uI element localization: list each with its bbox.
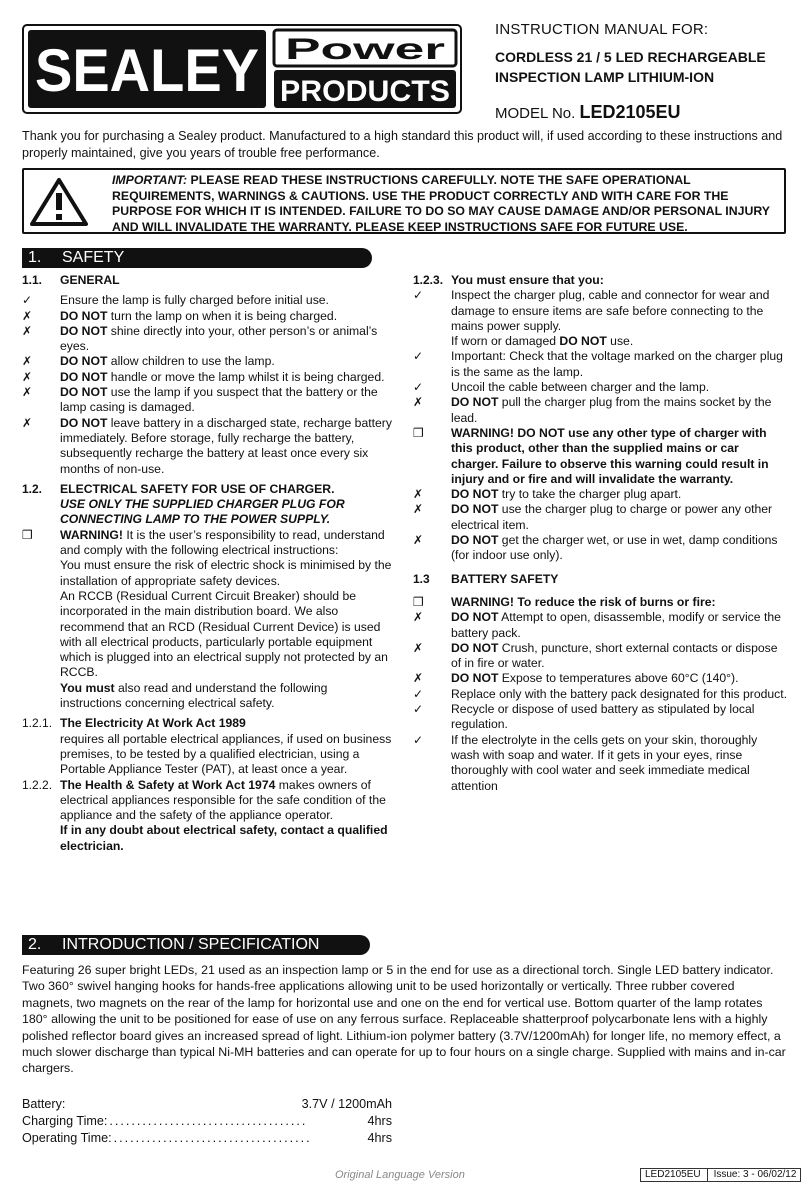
general-title: GENERAL xyxy=(60,273,120,287)
section-1-title: SAFETY xyxy=(62,249,125,266)
item-text: use the lamp if you suspect that the battery or the lamp casing is damaged. xyxy=(60,385,378,415)
check-icon: ✓ xyxy=(413,380,424,395)
list-item xyxy=(22,293,392,308)
cross-icon: ✗ xyxy=(22,385,33,400)
logo-power-text: Power xyxy=(285,33,446,66)
specification-table xyxy=(22,1096,392,1147)
item-bold: DO NOT xyxy=(451,610,499,625)
check-icon: ✓ xyxy=(413,732,424,747)
item-bold: DO NOT xyxy=(451,395,499,410)
item-text: shine directly into your, other person’s or animal’s eyes. xyxy=(60,323,378,354)
check-icon: ✓ xyxy=(22,293,33,308)
list-item xyxy=(413,380,789,395)
subsection-number: 1.2.1. xyxy=(22,716,53,731)
footer-issue: Issue: 3 - 06/02/12 xyxy=(713,1169,797,1180)
item-text: pull the charger plug from the mains socket by the lead. xyxy=(451,395,772,425)
item-text: Expose to temperatures above 60°C (140°). xyxy=(498,671,739,686)
spec-row-operating xyxy=(22,1130,392,1147)
item-text: Important: Check that the voltage marked on the charger plug is the same as the lamp. xyxy=(451,349,783,379)
sealey-power-products-logo xyxy=(22,24,462,114)
cross-icon: ✗ xyxy=(22,354,33,369)
item-text: Recycle or dispose of used battery as stipulated by local regulation. xyxy=(451,702,755,732)
list-item xyxy=(413,671,789,686)
list-item xyxy=(22,354,392,369)
battery-number: 1.3 xyxy=(413,571,430,586)
item-text: handle or move the lamp whilst it is being charged. xyxy=(107,369,385,384)
footer-model: LED2105EU xyxy=(645,1169,701,1180)
list-item xyxy=(413,288,789,349)
list-item xyxy=(413,687,789,702)
product-title-line1: CORDLESS 21 / 5 LED RECHARGEABLE xyxy=(495,49,766,66)
electrical-title: ELECTRICAL SAFETY FOR USE OF CHARGER. xyxy=(60,481,335,496)
item-text: Replace only with the battery pack designated for this product. xyxy=(451,686,788,701)
item-bold: DO NOT xyxy=(60,354,108,369)
cross-icon: ✗ xyxy=(22,323,33,338)
header-info xyxy=(495,22,795,122)
list-item xyxy=(22,416,392,477)
item-text: leave battery in a discharged state, recharge battery immediately. Before storage, fully recharge the battery, subsequently recharge the battery at least once every six months of non-use. xyxy=(60,415,392,476)
battery-title: BATTERY SAFETY xyxy=(451,571,559,586)
footer-issue-box xyxy=(640,1168,801,1182)
list-item xyxy=(22,370,392,385)
model-number: LED2105EU xyxy=(579,102,681,123)
list-item xyxy=(413,702,789,733)
introduction-paragraph: Featuring 26 super bright LEDs, 21 used as an inspection lamp or 5 in the end for use as a directional torch. Single LED battery indicator. Two 360° swivel hanging hooks for hands-free applications allowing unit to be used horizontally or vertically. Three rubber covered magnets, two magnets on the rear of the lamp for horizontal use and one on the end for vertical use. Bottom quarter of the lamp rotates 180° allowing the unit to be positioned for ease of use on any ferrous surface. Replaceable shatterproof polycarbonate lens with a highly polished reflector board gives an increased spread of light. Lithium-ion polymer battery (3.7V/1200mAh) for longer life, no memory effect, a much slower discharge than typical Ni-MH batteries and can operate for up to four hours on a single charge. Supplied with mains and in-car chargers. xyxy=(22,963,786,1076)
intro-paragraph: Thank you for purchasing a Sealey product. Manufactured to a high standard this product will, if used according to these instructions and properly maintained, give you years of trouble free performance. xyxy=(22,129,783,160)
spec-dots: .................................... xyxy=(113,1131,312,1145)
battery-heading xyxy=(413,572,789,587)
item-bold: DO NOT xyxy=(60,323,108,338)
list-item xyxy=(22,385,392,416)
cross-icon: ✗ xyxy=(22,308,33,323)
check-icon: ✓ xyxy=(413,288,424,303)
item-bold: DO NOT xyxy=(451,487,499,502)
manual-for-label: INSTRUCTION MANUAL FOR: xyxy=(495,21,709,38)
list-item xyxy=(413,610,789,641)
item-bold: DO NOT xyxy=(60,369,108,384)
list-item xyxy=(22,528,392,559)
item-text: Attempt to open, disassemble, modify or service the battery pack. xyxy=(451,610,781,640)
spec-value: 4hrs xyxy=(367,1131,392,1145)
spec-row-battery xyxy=(22,1096,392,1113)
warning-bold: WARNING! xyxy=(60,527,123,542)
cross-icon: ✗ xyxy=(413,640,424,655)
list-item xyxy=(413,395,789,426)
spec-value: 4hrs xyxy=(367,1114,392,1128)
checkbox-icon: ❒ xyxy=(413,425,424,440)
cross-icon: ✗ xyxy=(413,610,424,625)
item-bold: DO NOT xyxy=(451,502,499,517)
item-text: Ensure the lamp is fully charged before initial use. xyxy=(60,293,329,308)
warning-triangle-icon xyxy=(30,177,88,227)
item-bold: You must xyxy=(60,680,115,695)
item-text: turn the lamp on when it is being charged. xyxy=(107,308,338,323)
list-item xyxy=(413,533,789,564)
check-icon: ✓ xyxy=(413,349,424,364)
cross-icon: ✗ xyxy=(413,533,424,548)
list-item xyxy=(413,426,789,487)
check-icon: ✓ xyxy=(413,702,424,717)
item-bold: DO NOT xyxy=(60,415,108,430)
general-heading xyxy=(22,273,392,288)
electrical-para-1: You must ensure the risk of electric shock is minimised by the installation of appropriate safety devices. xyxy=(60,558,392,588)
cross-icon: ✗ xyxy=(413,502,424,517)
item-text: also read and understand the following instructions concerning electrical safety. xyxy=(60,680,328,711)
section-2-number: 2. xyxy=(28,936,42,953)
item-bold: WARNING! To reduce the risk of burns or fire: xyxy=(451,594,716,609)
list-item xyxy=(413,487,789,502)
model-label: MODEL No. xyxy=(495,105,576,123)
cross-icon: ✗ xyxy=(413,395,424,410)
list-item xyxy=(22,324,392,355)
cross-icon: ✗ xyxy=(413,671,424,686)
section-2-title: INTRODUCTION / SPECIFICATION xyxy=(62,936,320,953)
spec-row-charging xyxy=(22,1113,392,1130)
item-text: If the electrolyte in the cells gets on your skin, thoroughly wash with soap and water. If it gets in your eyes, rinse thoroughly with cool water and seek immediate medical attention xyxy=(451,732,758,793)
logo-sealey-text: SEALEY xyxy=(35,37,259,104)
list-item xyxy=(22,309,392,324)
spec-label: Operating Time: xyxy=(22,1131,112,1145)
electrical-heading xyxy=(22,482,392,497)
spec-label: Charging Time: xyxy=(22,1114,108,1128)
ensure-title: You must ensure that you: xyxy=(451,273,604,287)
subsection-1-2-2 xyxy=(22,778,392,854)
electrical-para-2: An RCCB (Residual Current Circuit Breaker) should be incorporated in the main distribution board. We also recommend that an RCD (Residual Current Device) is used with all electrical products, particularly portable equipment which is plugged into an electrical supply not protected by an RCCB. xyxy=(60,588,388,680)
item-text: Inspect the charger plug, cable and connector for wear and damage to ensure items are safe before connecting to the mains power supply. xyxy=(451,288,770,333)
item-bold: DO NOT xyxy=(559,334,607,349)
item-bold: WARNING! DO NOT use any other type of charger with this product, other than the supplied mains or car charger. Failure to observe this warning could result in injury and or fire and will invalidate the warranty. xyxy=(451,425,769,486)
general-number: 1.1. xyxy=(22,273,43,287)
cross-icon: ✗ xyxy=(22,369,33,384)
checkbox-icon: ❒ xyxy=(22,527,33,542)
original-language-note: Original Language Version xyxy=(335,1169,465,1181)
check-icon: ✓ xyxy=(413,686,424,701)
section-1-number: 1. xyxy=(28,249,42,266)
subsection-number: 1.2.2. xyxy=(22,777,53,792)
important-label: IMPORTANT: xyxy=(112,173,188,187)
ensure-heading xyxy=(413,273,789,288)
electrical-number: 1.2. xyxy=(22,481,43,496)
item-bold: DO NOT xyxy=(451,640,499,655)
model-line xyxy=(495,102,795,123)
item-bold: DO NOT xyxy=(60,308,108,323)
item-text: If worn or damaged xyxy=(451,334,560,349)
left-column xyxy=(22,273,392,854)
item-text: It is the user’s responsibility to read, understand and comply with the following electrical instructions: xyxy=(60,527,385,558)
item-bold: DO NOT xyxy=(451,671,499,686)
important-body: PLEASE READ THESE INSTRUCTIONS CAREFULLY. NOTE THE SAFE OPERATIONAL REQUIREMENTS, WARNINGS & CAUTIONS. USE THE PRODUCT CORRECTLY AND WITH CARE FOR THE PURPOSE FOR WHICH IT IS INTENDED. FAILURE TO DO SO MAY CAUSE DAMAGE AND/OR PERSONAL INJURY AND WILL INVALIDATE THE WARRANTY. PLEASE KEEP INSTRUCTIONS SAFE FOR FUTURE USE. xyxy=(112,173,770,234)
electrical-para-3 xyxy=(22,681,392,712)
item-text: allow children to use the lamp. xyxy=(107,354,275,369)
important-text xyxy=(112,173,780,235)
checkbox-icon: ❒ xyxy=(413,594,424,609)
item-text: use the charger plug to charge or power any other electrical item. xyxy=(451,502,773,532)
important-notice-box xyxy=(22,168,786,234)
list-item xyxy=(413,595,789,610)
list-item xyxy=(413,349,789,380)
spec-label: Battery: xyxy=(22,1097,66,1111)
item-text: try to take the charger plug apart. xyxy=(498,487,682,502)
list-item xyxy=(413,733,789,794)
section-2-header xyxy=(22,935,370,955)
item-text: Uncoil the cable between charger and the lamp. xyxy=(451,380,710,395)
item-text: get the charger wet, or use in wet, damp conditions (for indoor use only). xyxy=(451,533,778,563)
item-bold: DO NOT xyxy=(451,533,499,548)
logo-products-text: PRODUCTS xyxy=(280,75,450,108)
cross-icon: ✗ xyxy=(22,415,33,430)
spec-dots: .................................... xyxy=(109,1114,308,1128)
subsection-title: The Health & Safety at Work Act 1974 xyxy=(60,777,276,792)
ensure-number: 1.2.3. xyxy=(413,273,444,287)
item-bold: DO NOT xyxy=(60,385,108,400)
list-item xyxy=(413,502,789,533)
spec-value: 3.7V / 1200mAh xyxy=(301,1097,392,1111)
subsection-1-2-1 xyxy=(22,716,392,777)
electrical-subheading: USE ONLY THE SUPPLIED CHARGER PLUG FOR CONNECTING LAMP TO THE POWER SUPPLY. xyxy=(60,497,345,527)
subsection-text: requires all portable electrical appliances, if used on business premises, to be tested by a qualified electrician, using a Portable Appliance Tester (PAT), at least once a year. xyxy=(60,731,392,777)
list-item xyxy=(413,641,789,672)
product-title-line2: INSPECTION LAMP LITHIUM-ION xyxy=(495,69,715,86)
section-1-header xyxy=(22,248,372,268)
subsection-bold-note: If in any doubt about electrical safety, contact a qualified electrician. xyxy=(60,823,388,853)
cross-icon: ✗ xyxy=(413,487,424,502)
subsection-text: makes owners of electrical appliances responsible for the safe condition of the appliance and the safety of the appliance operator. xyxy=(60,777,386,823)
subsection-title: The Electricity At Work Act 1989 xyxy=(60,716,246,731)
item-text: use. xyxy=(606,334,634,349)
right-column xyxy=(413,273,789,794)
item-text: Crush, puncture, short external contacts or dispose of in fire or water. xyxy=(451,640,778,671)
